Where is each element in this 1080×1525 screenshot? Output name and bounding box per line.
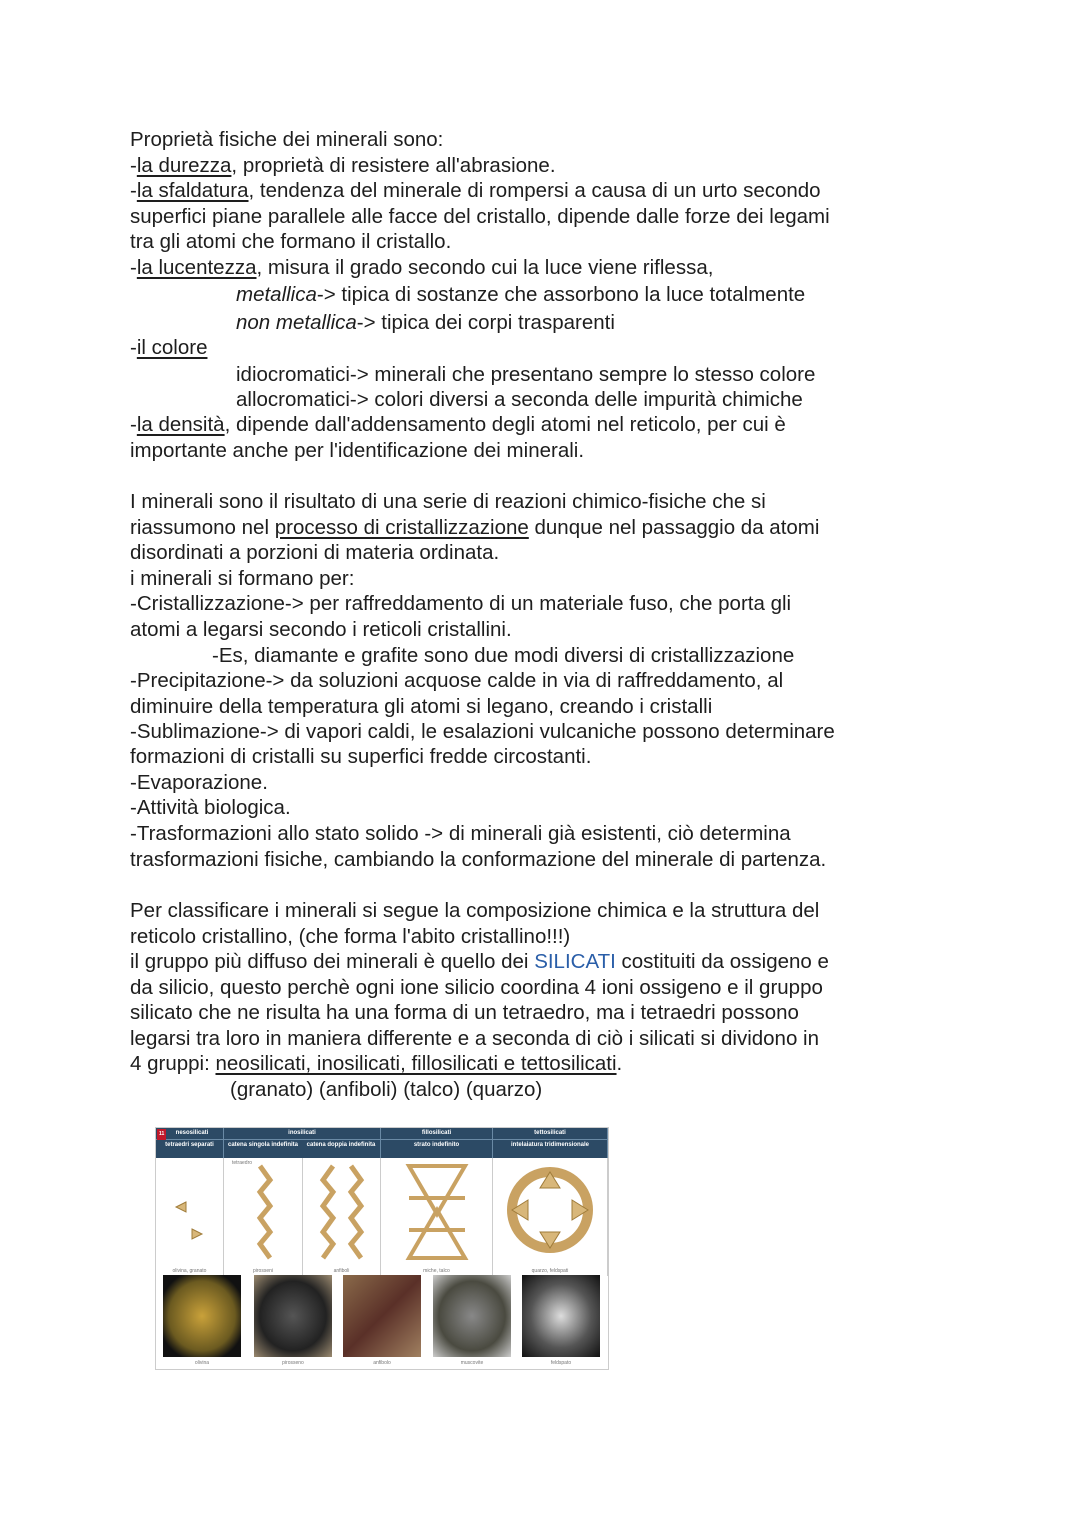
header-inosilicati <box>224 1128 381 1158</box>
text-segment: idiocromatici-> minerali che presentano sempre lo stesso colore <box>236 363 816 386</box>
text-segment: - <box>130 179 137 202</box>
text-line <box>212 644 794 668</box>
text-segment: - <box>130 413 137 436</box>
text-segment: da silicio, questo perchè ogni ione silicio coordina 4 ioni ossigeno e il gruppo <box>130 976 823 999</box>
double-chain-icon <box>303 1158 381 1268</box>
text-line <box>130 745 591 769</box>
caption: pirosseni <box>252 1268 273 1274</box>
text-line <box>130 490 766 514</box>
underlined-term: neosilicati, inosilicati, fillosilicati e tettosilicati <box>215 1052 617 1075</box>
caption: olivina, granato <box>172 1268 207 1274</box>
text-segment: , misura il grado secondo cui la luce viene riflessa, <box>256 256 714 279</box>
text-segment: SILICATI <box>534 950 616 973</box>
underlined-term: il colore <box>136 336 208 359</box>
underlined-term: la durezza <box>136 154 232 177</box>
underlined-term: la lucentezza <box>136 256 257 279</box>
subhead: strato indefinito <box>413 1142 460 1148</box>
caption: anfiboli <box>333 1268 350 1274</box>
text-line <box>130 720 835 744</box>
diagram-double-chain <box>303 1158 381 1276</box>
group-label: nesosilicati <box>175 1130 209 1136</box>
text-line <box>130 541 499 565</box>
text-line <box>130 669 783 693</box>
text-segment: -> tipica dei corpi trasparenti <box>356 311 615 334</box>
text-segment: -Attività biologica. <box>130 796 291 819</box>
diagram-nesosilicati <box>156 1158 224 1276</box>
diagram-sheet <box>381 1158 493 1276</box>
text-line <box>236 311 615 335</box>
text-segment: atomi a legarsi secondo i reticoli cristallini. <box>130 618 512 641</box>
group-label: inosilicati <box>224 1128 380 1140</box>
text-line <box>130 592 791 616</box>
photo-caption: anfibolo <box>373 1360 391 1366</box>
text-segment: non metallica <box>236 311 357 334</box>
group-label: tettosilicati <box>493 1128 607 1140</box>
text-line <box>130 516 819 540</box>
text-line <box>130 230 451 254</box>
header-fillosilicati <box>381 1128 493 1158</box>
text-line <box>130 256 713 280</box>
text-line <box>130 439 584 463</box>
text-segment: Per classificare i minerali si segue la composizione chimica e la struttura del <box>130 899 820 922</box>
text-line <box>236 388 803 412</box>
underlined-term: la densità <box>136 413 225 436</box>
subhead: catena doppia indefinita <box>306 1142 376 1148</box>
text-line <box>130 976 823 1000</box>
text-line <box>130 1052 622 1076</box>
text-segment: tra gli atomi che formano il cristallo. <box>130 230 452 253</box>
text-segment: , proprietà di resistere all'abrasione. <box>231 154 556 177</box>
text-segment: - <box>130 256 137 279</box>
text-line <box>130 925 570 949</box>
text-segment: , tendenza del minerale di rompersi a causa di un urto secondo <box>248 179 821 202</box>
subhead: catena singola indefinita <box>227 1142 298 1148</box>
text-segment: trasformazioni fisiche, cambiando la conformazione del minerale di partenza. <box>130 848 827 871</box>
text-segment: legarsi tra loro in maniera differente e a seconda di ciò i silicati si dividono in <box>130 1027 820 1050</box>
text-line <box>130 336 207 360</box>
text-segment: costituiti da ossigeno e <box>615 950 829 973</box>
text-segment: dunque nel passaggio da atomi <box>528 516 820 539</box>
photo-pirosseno <box>254 1275 332 1357</box>
group-label: fillosilicati <box>381 1128 492 1140</box>
caption: quarzo, feldspati <box>531 1268 569 1274</box>
text-segment: - <box>130 336 137 359</box>
text-line <box>130 567 354 591</box>
text-segment: reticolo cristallino, (che forma l'abito cristallino!!!) <box>130 925 571 948</box>
single-chain-icon <box>224 1158 303 1268</box>
text-segment: -Evaporazione. <box>130 771 268 794</box>
text-segment: Proprietà fisiche dei minerali sono: <box>130 128 444 151</box>
text-segment: metallica <box>236 283 317 306</box>
header-nesosilicati <box>156 1128 224 1158</box>
subhead: intelaiatura tridimensionale <box>510 1142 590 1148</box>
photo-caption: muscovite <box>460 1360 484 1366</box>
text-line <box>236 363 815 387</box>
text-segment: -Cristallizzazione-> per raffreddamento di un materiale fuso, che porta gli <box>130 592 792 615</box>
text-segment: - <box>130 154 137 177</box>
text-line <box>130 1001 799 1025</box>
text-segment: . <box>616 1052 623 1075</box>
text-segment: formazioni di cristalli su superfici fredde circostanti. <box>130 745 592 768</box>
text-segment: superfici piane parallele alle facce del cristallo, dipende dalle forze dei legami <box>130 205 830 228</box>
text-line <box>130 771 268 795</box>
photo-caption: olivina <box>194 1360 210 1366</box>
diagram-framework <box>493 1158 608 1276</box>
text-segment: , dipende dall'addensamento degli atomi nel reticolo, per cui è <box>224 413 786 436</box>
underlined-term: la sfaldatura <box>136 179 249 202</box>
subhead: tetraedri separati <box>165 1142 214 1148</box>
photo-feldspato <box>522 1275 600 1357</box>
text-segment: -Precipitazione-> da soluzioni acquose calde in via di raffreddamento, al <box>130 669 784 692</box>
text-line <box>130 848 826 872</box>
figure-number: 11 <box>157 1129 166 1140</box>
text-line <box>230 1078 542 1102</box>
text-segment: riassumono nel <box>130 516 275 539</box>
diagram-single-chain <box>224 1158 303 1276</box>
photo-olivina <box>163 1275 241 1357</box>
caption: miche, talco <box>423 1268 450 1274</box>
photo-caption: pirosseno <box>282 1360 304 1366</box>
text-line <box>236 283 805 307</box>
text-line <box>130 695 712 719</box>
text-segment: allocromatici-> colori diversi a seconda delle impurità chimiche <box>236 388 803 411</box>
text-segment: -Trasformazioni allo stato solido -> di minerali già esistenti, ciò determina <box>130 822 791 845</box>
text-segment: -> tipica di sostanze che assorbono la luce totalmente <box>316 283 806 306</box>
text-segment: i minerali si formano per: <box>130 567 355 590</box>
text-segment: silicato che ne risulta ha una forma di un tetraedro, ma i tetraedri possono <box>130 1001 799 1024</box>
text-line <box>130 950 829 974</box>
text-line <box>130 796 291 820</box>
text-segment: -Sublimazione-> di vapori caldi, le esalazioni vulcaniche possono determinare <box>130 720 835 743</box>
sheet-icon <box>381 1158 493 1268</box>
text-line <box>130 1027 819 1051</box>
photo-caption: feldspato <box>550 1360 572 1366</box>
photo-anfibolo <box>343 1275 421 1357</box>
text-segment: -Es, diamante e grafite sono due modi diversi di cristallizzazione <box>212 644 795 667</box>
photo-muscovite <box>433 1275 511 1357</box>
text-line <box>130 822 791 846</box>
text-line <box>130 413 786 437</box>
text-line <box>130 154 556 178</box>
silicates-figure <box>155 1127 609 1370</box>
tetra-label: tetraedro <box>232 1160 253 1166</box>
tetrahedra-icon <box>156 1158 224 1268</box>
header-tettosilicati <box>493 1128 608 1158</box>
text-line <box>130 179 821 203</box>
text-segment: I minerali sono il risultato di una serie di reazioni chimico-fisiche che si <box>130 490 766 513</box>
text-line <box>130 205 830 229</box>
text-segment: il gruppo più diffuso dei minerali è quello dei <box>130 950 535 973</box>
text-line <box>130 128 443 152</box>
text-segment: 4 gruppi: <box>130 1052 216 1075</box>
underlined-term: processo di cristallizzazione <box>274 516 529 539</box>
text-line <box>130 899 819 923</box>
text-line <box>130 618 512 642</box>
text-segment: disordinati a porzioni di materia ordinata. <box>130 541 500 564</box>
text-segment: diminuire della temperatura gli atomi si legano, creando i cristalli <box>130 695 713 718</box>
text-segment: (granato) (anfiboli) (talco) (quarzo) <box>230 1078 543 1101</box>
framework-icon <box>493 1158 608 1268</box>
text-segment: importante anche per l'identificazione dei minerali. <box>130 439 585 462</box>
